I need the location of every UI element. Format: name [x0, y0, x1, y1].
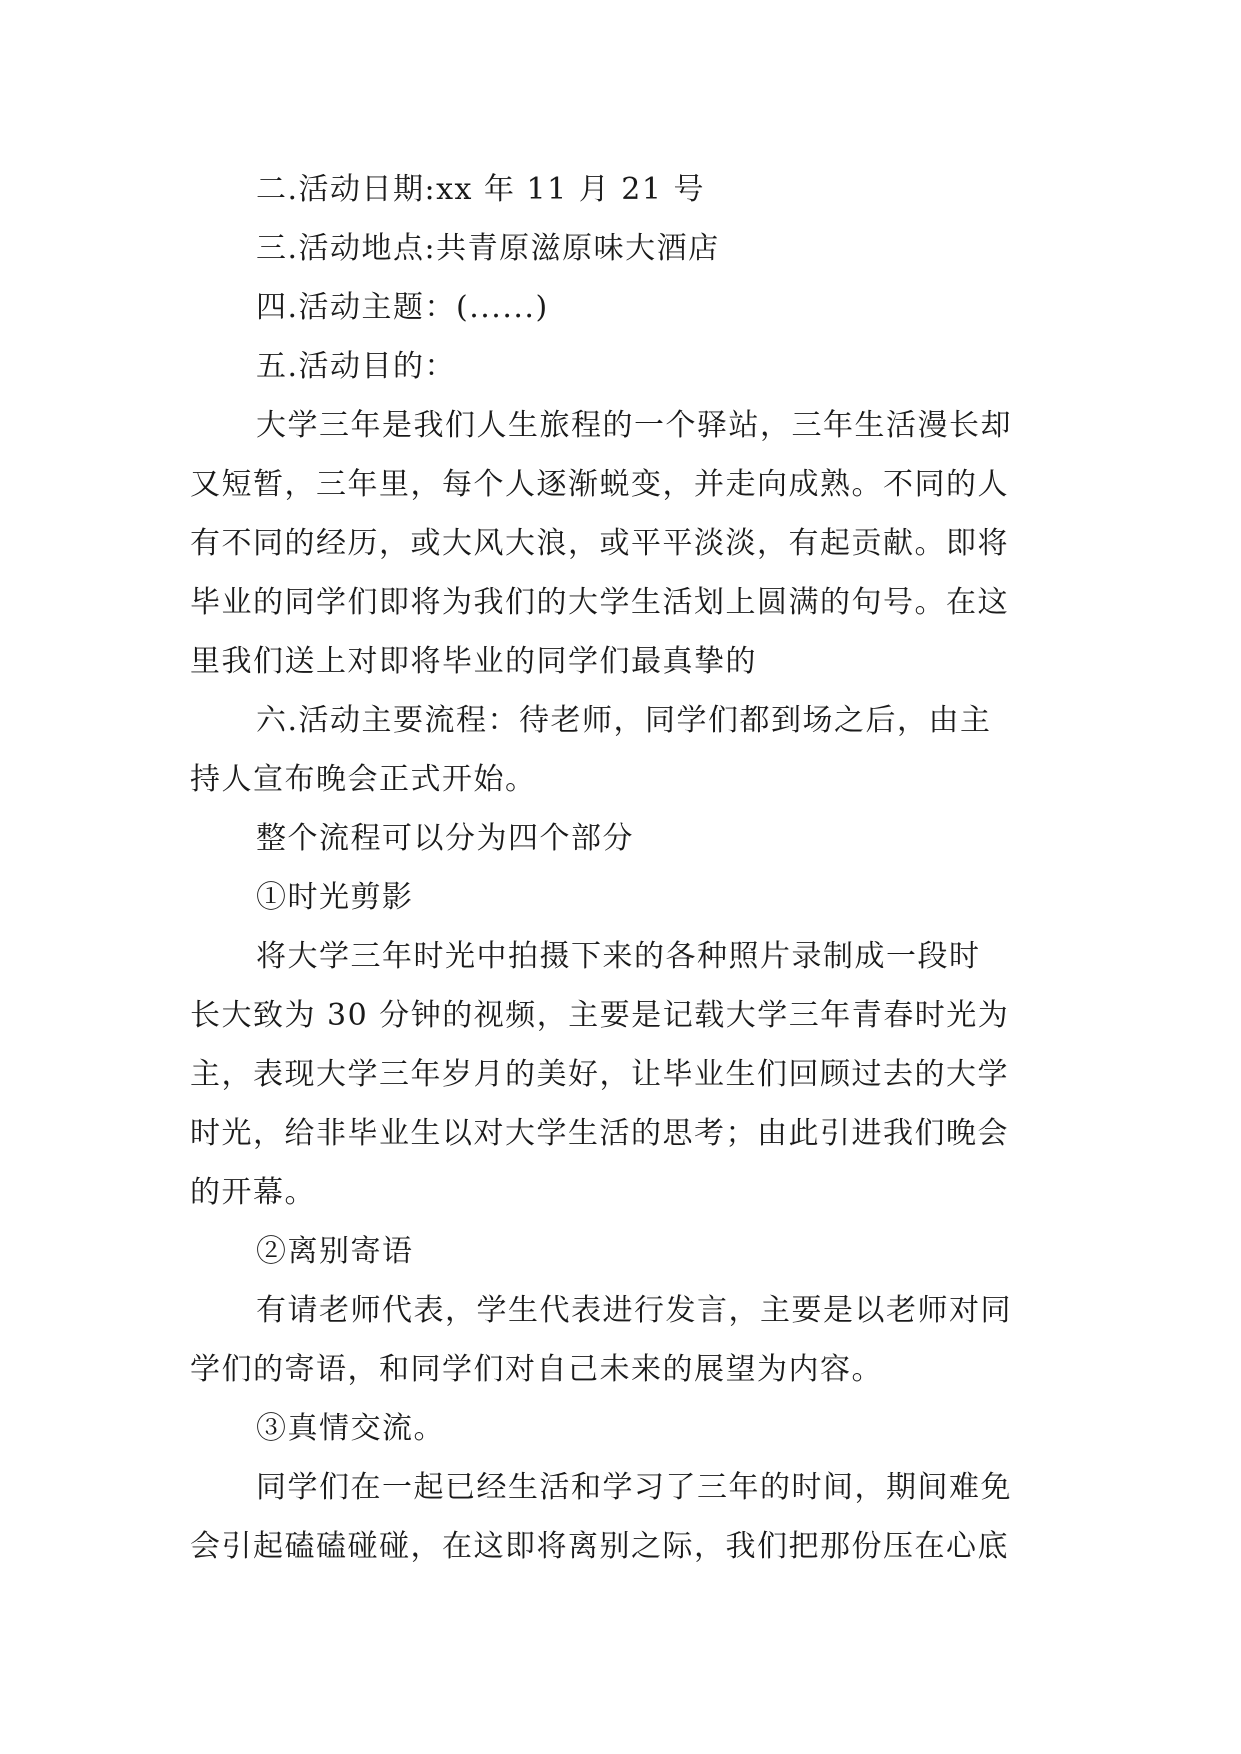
- main-process: [190, 691, 1050, 809]
- paragraph-line: 持人宣布晚会正式开始。: [190, 762, 537, 797]
- paragraph-line: 三.活动地点:共青原滋原味大酒店: [256, 231, 720, 266]
- paragraph-line: 大学三年是我们人生旅程的一个驿站，三年生活漫长却: [256, 408, 1012, 443]
- activity-venue: [190, 219, 1050, 278]
- paragraph-line: 二.活动日期:xx 年 11 月 21 号: [256, 172, 706, 207]
- paragraph-line: 时光，给非毕业生以对大学生活的思考；由此引进我们晚会: [190, 1116, 1009, 1151]
- paragraph-line: 有不同的经历，或大风大浪，或平平淡淡，有起贡献。即将: [190, 526, 1009, 561]
- paragraph-line: ②离别寄语: [256, 1234, 414, 1269]
- activity-purpose-body: [190, 396, 1050, 691]
- part-2-heading: [190, 1222, 1050, 1281]
- paragraph-line: ③真情交流。: [256, 1411, 445, 1446]
- activity-purpose-heading: [190, 337, 1050, 396]
- paragraph-line: 五.活动目的：: [256, 349, 457, 384]
- paragraph-line: 的开幕。: [190, 1175, 316, 1210]
- paragraph-line: 主，表现大学三年岁月的美好，让毕业生们回顾过去的大学: [190, 1057, 1009, 1092]
- paragraph-line: 同学们在一起已经生活和学习了三年的时间，期间难免: [256, 1470, 1012, 1505]
- paragraph-line: 会引起磕磕碰碰，在这即将离别之际，我们把那份压在心底: [190, 1529, 1009, 1564]
- part-2-body: [190, 1281, 1050, 1399]
- paragraph-line: 里我们送上对即将毕业的同学们最真挚的: [190, 644, 757, 679]
- activity-date: [190, 160, 1050, 219]
- paragraph-line: 四.活动主题：(......): [256, 290, 549, 325]
- paragraph-line: 整个流程可以分为四个部分: [256, 821, 634, 856]
- paragraph-line: 学们的寄语，和同学们对自己未来的展望为内容。: [190, 1352, 883, 1387]
- paragraph-line: ①时光剪影: [256, 880, 414, 915]
- document-body: [190, 160, 1050, 1576]
- part-3-body: [190, 1458, 1050, 1576]
- paragraph-line: 又短暂，三年里，每个人逐渐蜕变，并走向成熟。不同的人: [190, 467, 1009, 502]
- process-overview: [190, 809, 1050, 868]
- part-3-heading: [190, 1399, 1050, 1458]
- paragraph-line: 有请老师代表，学生代表进行发言，主要是以老师对同: [256, 1293, 1012, 1328]
- part-1-heading: [190, 868, 1050, 927]
- activity-theme: [190, 278, 1050, 337]
- paragraph-line: 长大致为 30 分钟的视频，主要是记载大学三年青春时光为: [190, 998, 1010, 1033]
- paragraph-line: 六.活动主要流程：待老师，同学们都到场之后，由主: [256, 703, 992, 738]
- part-1-body: [190, 927, 1050, 1222]
- paragraph-line: 将大学三年时光中拍摄下来的各种照片录制成一段时: [256, 939, 981, 974]
- paragraph-line: 毕业的同学们即将为我们的大学生活划上圆满的句号。在这: [190, 585, 1009, 620]
